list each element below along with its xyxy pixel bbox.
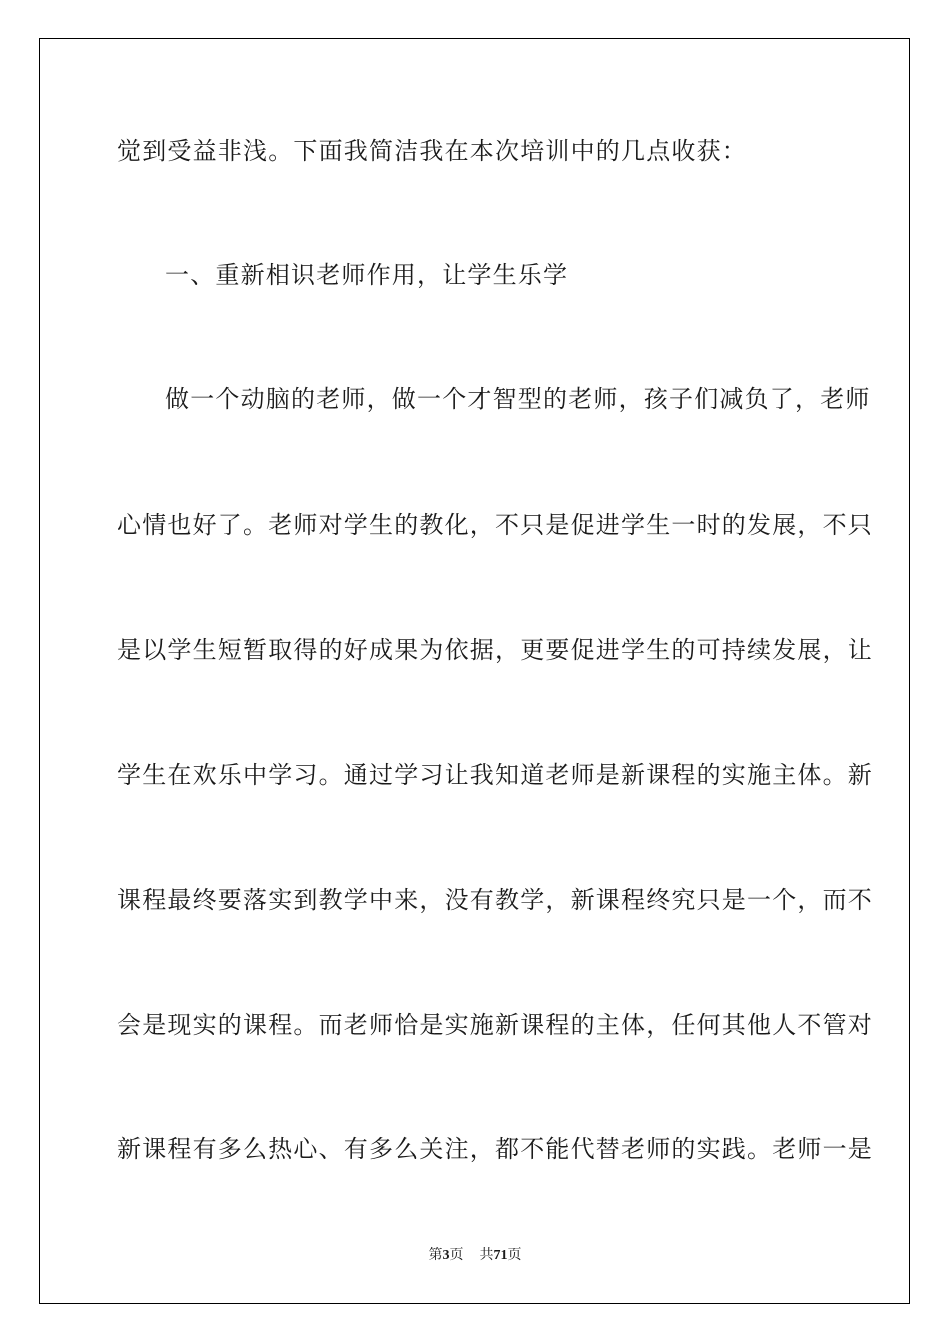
body-line-8: 新课程有多么热心、有多么关注，都不能代替老师的实践。老师一是 [117,1135,873,1163]
section-heading: 一、重新相识老师作用，让学生乐学 [165,261,569,289]
page-footer [0,1247,950,1265]
body-line-3: 心情也好了。老师对学生的教化，不只是促进学生一时的发展，不只 [117,511,873,539]
footer-total-pages: 71 [493,1248,508,1263]
footer-page-suffix: 页 [449,1248,464,1263]
body-line-6: 课程最终要落实到教学中来，没有教学，新课程终究只是一个，而不 [117,886,873,914]
footer-page-number: 3 [442,1248,450,1263]
footer-page-prefix: 第 [428,1248,443,1263]
body-line-1: 觉到受益非浅。下面我简洁我在本次培训中的几点收获： [117,137,747,165]
body-line-4: 是以学生短暂取得的好成果为依据，更要促进学生的可持续发展，让 [117,636,873,664]
footer-total-suffix: 页 [507,1248,522,1263]
footer-total-prefix: 共 [479,1248,494,1263]
page-border [39,38,910,1304]
body-line-2: 做一个动脑的老师，做一个才智型的老师，孩子们减负了，老师 [165,385,871,413]
body-line-5: 学生在欢乐中学习。通过学习让我知道老师是新课程的实施主体。新 [117,761,873,789]
body-line-7: 会是现实的课程。而老师恰是实施新课程的主体，任何其他人不管对 [117,1011,873,1039]
